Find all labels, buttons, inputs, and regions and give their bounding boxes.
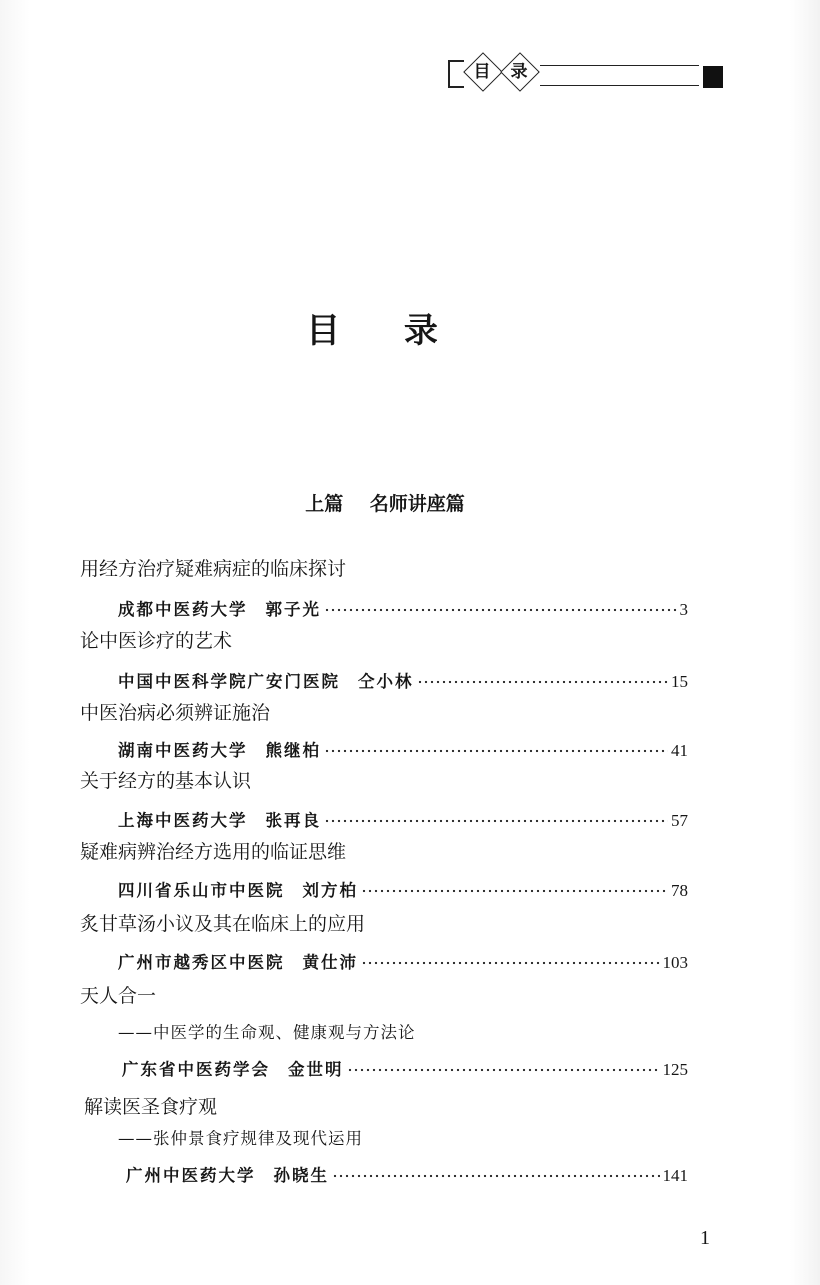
toc-entry-subtitle: ——中医学的生命观、健康观与方法论 (118, 1023, 416, 1042)
toc-entry-line[interactable] (118, 737, 688, 765)
section-heading: 上篇 名师讲座篇 (305, 493, 465, 515)
toc-entry-title[interactable]: 疑难病辨治经方选用的临证思维 (80, 841, 347, 863)
header-char-1: 目 (473, 62, 491, 82)
header-char-2: 录 (510, 62, 528, 82)
dot-leader (324, 746, 668, 754)
page-title: 目 录 (306, 311, 464, 351)
toc-author: 黄仕沛 (302, 953, 358, 972)
header-bracket (448, 60, 464, 88)
dot-leader (361, 886, 668, 894)
toc-page-number: 141 (662, 1166, 688, 1185)
toc-entry-line[interactable] (118, 807, 688, 835)
toc-page-number: 103 (662, 953, 688, 972)
toc-affiliation: 四川省乐山市中医院 (118, 881, 285, 900)
header-black-block (703, 66, 723, 88)
toc-author: 仝小林 (358, 672, 414, 691)
toc-entry-title[interactable]: 用经方治疗疑难病症的临床探讨 (80, 558, 347, 580)
toc-affiliation: 成都中医药大学 (118, 600, 248, 619)
toc-entry-title[interactable]: 解读医圣食疗观 (84, 1096, 218, 1118)
header-rule-top (540, 65, 699, 66)
toc-entry-subtitle: ——张仲景食疗规律及现代运用 (118, 1129, 363, 1148)
dot-leader (324, 605, 677, 613)
toc-page-number: 78 (671, 881, 688, 900)
toc-entry-line[interactable] (118, 949, 688, 977)
toc-author: 金世明 (288, 1060, 344, 1079)
toc-author: 郭子光 (265, 600, 321, 619)
dot-leader (361, 958, 660, 966)
toc-page-number: 3 (679, 600, 688, 619)
toc-affiliation: 广州市越秀区中医院 (118, 953, 285, 972)
toc-entry-line[interactable] (118, 596, 688, 624)
page-number: 1 (700, 1227, 710, 1249)
toc-entry-line[interactable] (118, 877, 688, 905)
toc-entry-title[interactable]: 炙甘草汤小议及其在临床上的应用 (80, 913, 366, 935)
dot-leader (332, 1171, 660, 1179)
toc-author: 孙晓生 (273, 1166, 329, 1185)
toc-affiliation: 广东省中医药学会 (122, 1060, 270, 1079)
toc-entry-title[interactable]: 论中医诊疗的艺术 (80, 630, 233, 652)
dot-leader (347, 1065, 660, 1073)
dot-leader (417, 677, 669, 685)
running-header (448, 52, 723, 92)
toc-affiliation: 上海中医药大学 (118, 811, 248, 830)
toc-entry-line[interactable] (126, 1162, 688, 1190)
toc-entry-title[interactable]: 中医治病必须辨证施治 (80, 702, 271, 724)
toc-affiliation: 湖南中医药大学 (118, 741, 248, 760)
toc-affiliation: 中国中医科学院广安门医院 (118, 672, 340, 691)
toc-page-number: 41 (671, 741, 688, 760)
header-rule-bottom (540, 85, 699, 86)
toc-affiliation: 广州中医药大学 (126, 1166, 256, 1185)
dot-leader (324, 816, 668, 824)
toc-entry-title[interactable]: 关于经方的基本认识 (80, 770, 252, 792)
toc-entry-title[interactable]: 天人合一 (80, 985, 157, 1007)
toc-entry-line[interactable] (122, 1056, 688, 1084)
toc-page-number: 15 (671, 672, 688, 691)
toc-entry-line[interactable] (118, 668, 688, 696)
toc-author: 熊继柏 (265, 741, 321, 760)
toc-page-number: 125 (662, 1060, 688, 1079)
toc-author: 张再良 (265, 811, 321, 830)
toc-author: 刘方柏 (302, 881, 358, 900)
toc-page-number: 57 (671, 811, 688, 830)
